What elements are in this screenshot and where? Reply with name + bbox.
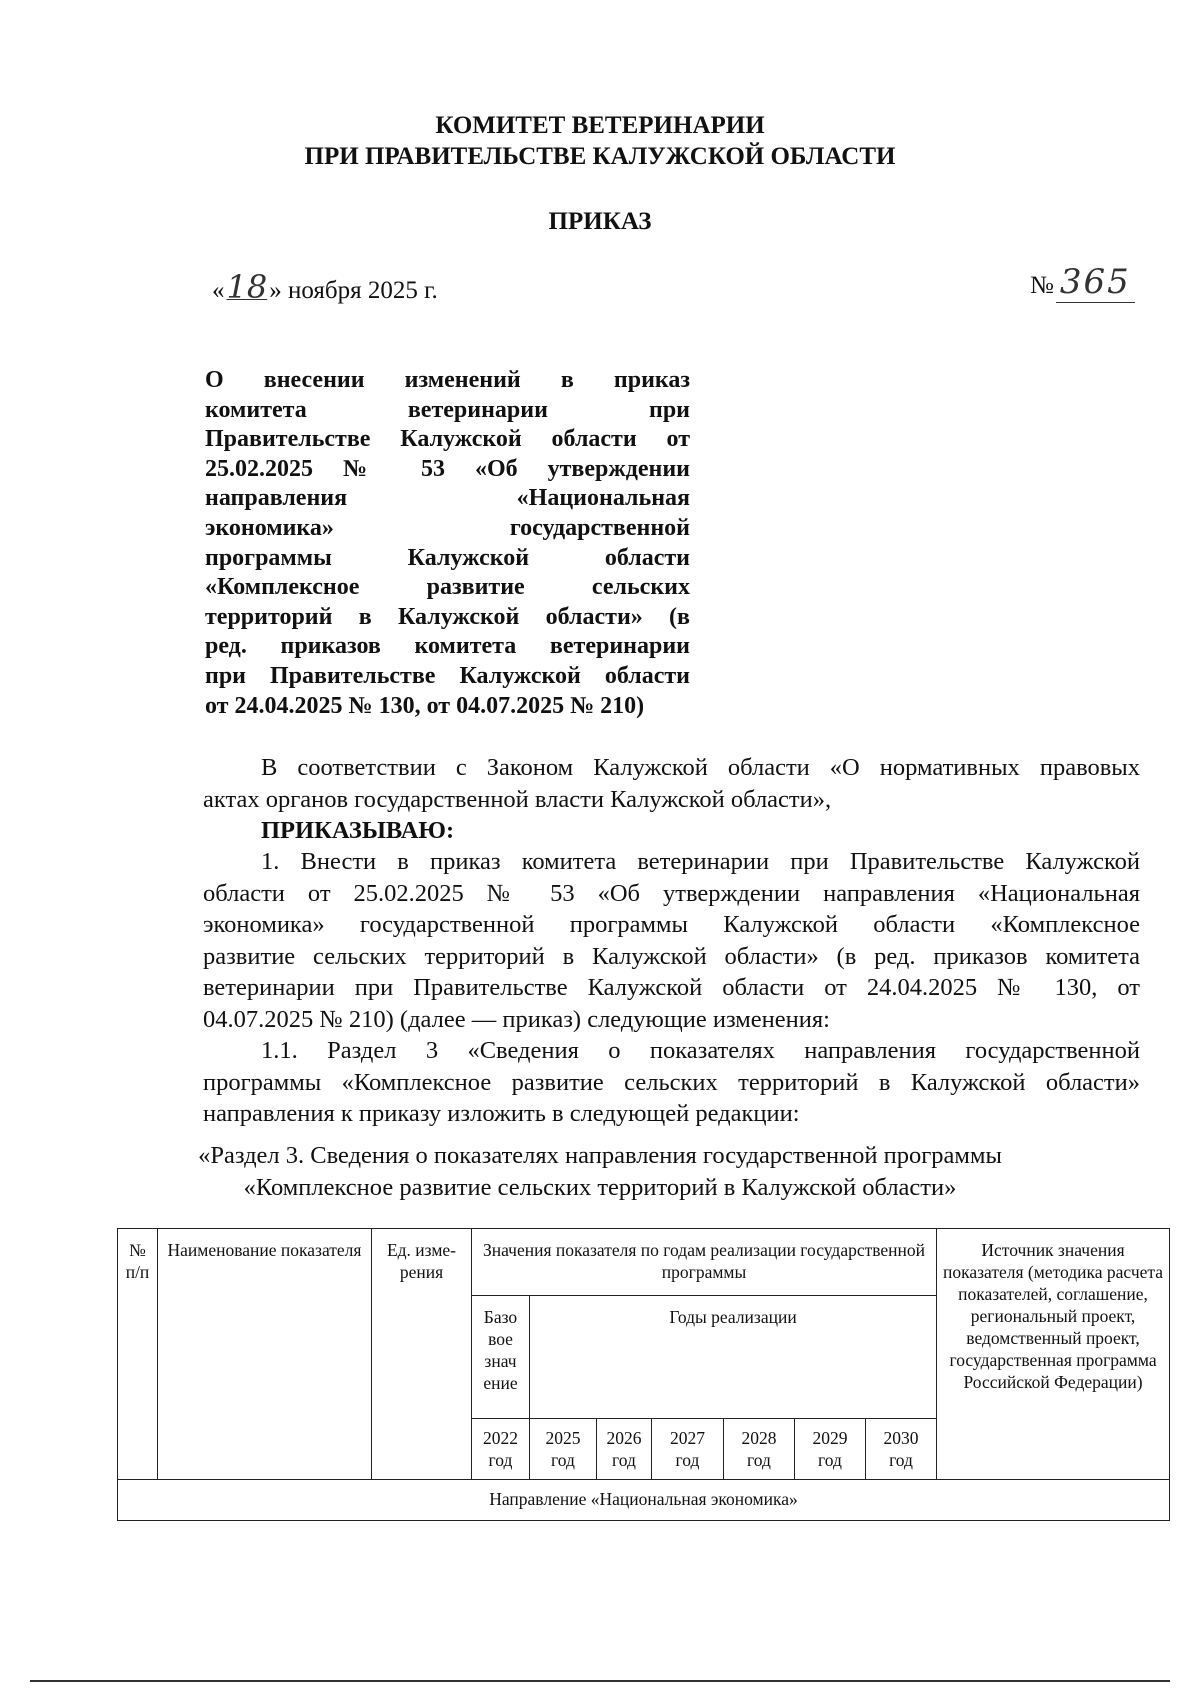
section-title [0,1140,1200,1204]
subject-line: О внесении изменений в приказ [205,367,690,393]
indicators-table [117,1228,1170,1521]
item-1-line: 04.07.2025 № 210) (далее — приказ) следующие изменения: [203,1005,830,1033]
item-1-line: ветеринарии при Правительстве Калужской области от 24.04.2025 № 130, от [203,974,1140,1001]
col-header-years: Годы реализации [530,1296,937,1419]
handwritten-day: 18 [226,268,268,306]
subject-line: направления «Национальная [205,485,690,512]
order-subject [205,366,690,721]
org-name-line1: КОМИТЕТ ВЕТЕРИНАРИИ [435,112,765,139]
subject-line: 25.02.2025 № 53 «Об утверждении [205,455,690,482]
col-header-unit: Ед. изме-рения [372,1229,472,1480]
item-1-1-line: 1.1. Раздел 3 «Сведения о показателях направления государственной [261,1037,1140,1064]
subject-line: программы Калужской области [205,544,690,571]
subject-line: Правительстве Калужской области от [205,426,690,453]
year-cell: 2027 год [652,1419,724,1480]
subject-line: территорий в Калужской области» (в [205,603,690,630]
preamble [203,752,1140,847]
year-cell: 2026 год [597,1419,652,1480]
subject-line: комитета ветеринарии при [205,396,690,423]
item-1-line: области от 25.02.2025 № 53 «Об утверждении направления «Национальная [203,879,1140,907]
order-number [1030,262,1135,302]
year-cell: 2022 год [472,1419,530,1480]
item-1-line: 1. Внести в приказ комитета ветеринарии при Правительстве Калужской [261,848,1140,875]
handwritten-number: 365 [1056,262,1135,303]
order-date [212,268,438,306]
col-header-base: Базо вое знач ение [472,1296,530,1419]
item-1-1-line: программы «Комплексное развитие сельских территорий в Калужской области» [203,1068,1140,1096]
subject-line: «Комплексное развитие сельских [205,574,690,601]
col-header-name: Наименование показателя [158,1229,372,1480]
col-header-values: Значения показателя по годам реализации государственной программы [472,1229,937,1296]
number-label: № [1030,272,1054,299]
subject-line: при Правительстве Калужской области [205,662,690,689]
year-cell: 2030 год [866,1419,937,1480]
item-1-line: развитие сельских территорий в Калужской области» (в ред. приказов комитета [203,942,1140,970]
date-month-year: » ноября 2025 г. [269,277,438,304]
org-name-line2: ПРИ ПРАВИТЕЛЬСТВЕ КАЛУЖСКОЙ ОБЛАСТИ [304,143,896,170]
item-1 [203,846,1140,1035]
col-header-number: № п/п [118,1229,158,1480]
subject-line: от 24.04.2025 № 130, от 04.07.2025 № 210) [205,692,645,719]
subject-line: ред. приказов комитета ветеринарии [205,633,690,660]
date-open-quote: « [212,277,225,304]
year-cell: 2028 год [724,1419,795,1480]
year-cell: 2029 год [795,1419,866,1480]
section-title-line2: «Комплексное развитие сельских территорий в Калужской области» [243,1174,957,1201]
preamble-line: актах органов государственной власти Калужской области», [203,785,832,813]
year-cell: 2025 год [530,1419,597,1480]
item-1-1 [203,1035,1140,1130]
order-word: ПРИКАЗЫВАЮ: [261,817,455,844]
subject-line: экономика» государственной [205,514,690,541]
document-type: ПРИКАЗ [548,208,652,235]
page-bottom-rule [30,1680,1170,1682]
direction-row: Направление «Национальная экономика» [118,1480,1170,1521]
preamble-line: В соответствии с Законом Калужской области «О нормативных правовых [261,754,1140,781]
item-1-line: экономика» государственной программы Калужской области «Комплексное [203,911,1140,938]
col-header-source: Источник значения показателя (методика расчета показателей, соглашение, региональный проект, ведомственный проект, государственная программа Российской Федерации) [937,1229,1170,1480]
section-title-line1: «Раздел 3. Сведения о показателях направления государственной программы [198,1142,1002,1169]
item-1-1-line: направления к приказу изложить в следующей редакции: [203,1100,800,1127]
